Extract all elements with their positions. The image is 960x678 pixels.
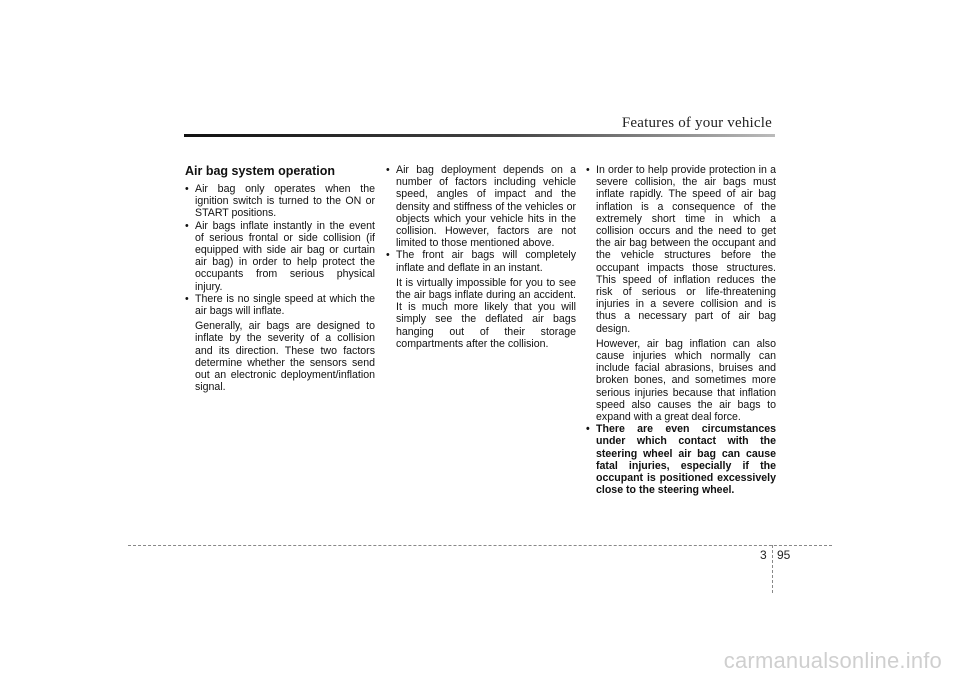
paragraph: It is virtually impossible for you to see the air bags inflate during an accident. It is much more likely that you will simply see the deflated air bags hanging out of their storage compartments after the collision. [396,276,576,350]
header-rule [184,134,775,137]
footer-rule [128,545,832,546]
section-title: Air bag system operation [185,164,336,178]
bullet-list-3 [586,164,776,335]
column-1 [185,164,375,393]
warning-bullet-item: • There are even circumstances under which contact with the steering wheel air bag can cause fatal injuries, especially if the occupant is positioned excessively close to the steering wheel. [586,423,776,496]
paragraph: Generally, air bags are designed to inflate by the severity of a collision and its direction. These two factors determine whether the sensors send out an electronic deployment/inflation signal. [195,320,375,394]
bullet-item: • Air bag only operates when the ignition switch is turned to the ON or START positions. [185,183,375,220]
bullet-item: • There is no single speed at which the air bags will inflate. [185,293,375,317]
bullet-item: • Air bag deployment depends on a number of factors including vehicle speed, angles of impact and the density and stiffness of the vehicles or objects which your vehicle hits in the collision. However, factors are not limited to those mentioned above. [386,164,576,249]
page-header-title: Features of your vehicle [621,115,772,131]
footer-divider [772,545,773,593]
column-3 [586,164,776,496]
bullet-list-3b [586,423,776,496]
page-number: 95 [777,548,791,562]
watermark: carmanualsonline.info [723,648,942,673]
paragraph: However, air bag inflation can also cause injuries which normally can include facial abrasions, bruises and broken bones, and sometimes more serious injuries because that inflation speed also causes the air bags to expand with a great deal force. [596,337,776,424]
bullet-list-1 [185,183,375,317]
bullet-list-2 [386,164,576,274]
bullet-item: • Air bags inflate instantly in the event of serious frontal or side collision (if equipped with side air bag or curtain air bag) in order to help protect the occupants from serious physical injury. [185,220,375,293]
chapter-number: 3 [760,548,767,562]
bullet-item: • In order to help provide protection in a severe collision, the air bags must inflate rapidly. The speed of air bag inflation is a consequence of the extremely short time in which a collision occurs and the need to get the air bag between the occupant and the vehicle structures before the occupant impacts those structures. This speed of inflation reduces the risk of serious or life-threatening injuries in a severe collision and is thus a necessary part of air bag design. [586,164,776,335]
bullet-item: • The front air bags will completely inflate and deflate in an instant. [386,249,576,273]
column-2 [386,164,576,350]
